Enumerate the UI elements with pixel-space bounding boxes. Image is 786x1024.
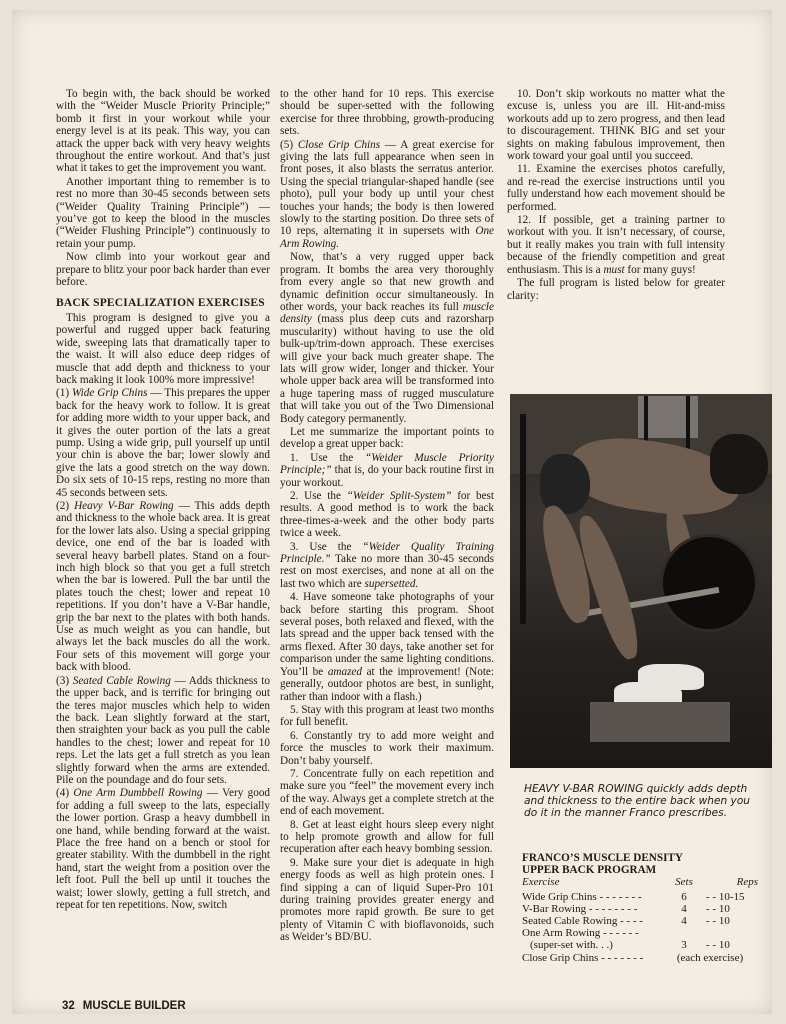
paragraph [280, 251, 494, 425]
summary-point [280, 490, 494, 540]
summary-point [507, 214, 725, 276]
exercise-text: — A great exercise for giving the lats full appearance when seen in front poses, it also blasts the serratus anterior. Using the special triangular-shaped handle (see photo), pull your body up until your chest touches your hands; the body is then lowered slowly to the starting position. Do three sets of 10 reps, alternating it in supersets with [280, 138, 495, 238]
text: at the improvement! (Note: generally, outdoor photos are best, in sunlight, rather than indoor with a flash.) [280, 665, 495, 703]
text: for best results. A good method is to work the back three-times-a-week and the other body parts twice a week. [280, 490, 495, 540]
program-subtitle: UPPER BACK PROGRAM [522, 864, 657, 877]
column-2 [280, 88, 494, 945]
program-table [522, 852, 758, 964]
exercise-text: — This adds depth and thickness to the whole back area. It is great for the lower lats also. Using a special gripping device, one end of the bar is loaded with several heavy barbell plates. Stand on a four-inch high block so that you get a full stretch when the bar is lowered. Pull the bar until the plates touch the chest; lower and repeat 10 repetitions. If you don’t have a V-Bar handle, grip the bar next to the plates with both hands. Use as much weight as you can handle, but always let the back muscles do all the work. Four sets of this movement will gorge your back with blood. [56, 500, 270, 674]
summary-point [280, 591, 494, 703]
text: for many guys! [627, 263, 696, 276]
cell-reps: - - 10-15 [706, 890, 745, 903]
cell-exercise: (super-set with. . .) [530, 939, 613, 952]
paragraph: Let me summarize the important points to develop a great upper back: [280, 425, 494, 451]
exercise-number: (5) [280, 138, 294, 151]
wooden-block [590, 702, 730, 742]
table-header [522, 876, 758, 890]
summary-point: 6. Constantly try to add more weight and force the muscles to work their maximum. Don’t baby yourself. [280, 729, 494, 767]
emphasis: supersetted. [364, 577, 419, 590]
summary-point [280, 541, 494, 591]
text: that is, do your back routine first in your workout. [280, 464, 495, 489]
text: 4. Have someone take photographs of your back before starting this program. Shoot several poses, both relaxed and flexed, with the lats spread and the upper back tensed with the arms flexed. After 30 days, take another set for comparison under the same lighting conditions. You’ll be [280, 591, 494, 678]
paragraph: The full program is listed below for greater clarity: [507, 277, 725, 302]
cell-reps: - - 10 [706, 939, 730, 952]
exercise-name: Heavy V-Bar Rowing [74, 500, 174, 512]
exercise-paragraph [56, 500, 270, 674]
summary-point: 8. Get at least eight hours sleep every night to help promote growth and allow for full recuperation after each heavy bombing session. [280, 818, 494, 856]
exercise-text: — This prepares the upper back for the heavy work to follow. It is great for adding more width to your upper back, and it gives the outer portion of the lats a great pump. Using a wide grip, pull yourself up until your chin is above the bar; lower slowly and give the lats a good stretch on the way down. Do six sets of 10-15 reps, resting no more than 45 seconds between sets. [56, 387, 271, 499]
summary-point: 10. Don’t skip workouts no matter what the excuse is, unless you are ill. Hit-and-miss workouts add up to zero progress, and then lead to discouragement. THINK BIG and set your sights on making fabulous improvement, then work toward your goal until you succeed. [507, 88, 725, 163]
exercise-text: — Adds thickness to the upper back, and is terrific for bringing out the teres major muscles which help to widen the back. Lean slightly forward at the start, then straighten your back as you pull the cable handles to the chest; lower and repeat for 10 reps. Let the lats get a full stretch as you lean slightly forward when the arms are extended. Pile on the poundage and do four sets. [56, 674, 271, 786]
text: Now, that’s a very rugged upper back program. It bombs the area very thoroughly from every angle so that new growth and dynamic definition occur simultaneously. In other words, your back reaches its full [280, 251, 494, 313]
emphasis: “Weider Split-System” [346, 490, 452, 502]
barbell-plate [660, 534, 758, 632]
table-row [522, 952, 758, 964]
table-row [522, 927, 758, 939]
cell-reps: - - 10 [706, 902, 730, 915]
magazine-name: MUSCLE BUILDER [82, 1000, 186, 1012]
table-row [522, 939, 758, 951]
emphasis: must [603, 263, 625, 276]
cell-exercise: Seated Cable Rowing - - - - [522, 915, 643, 928]
exercise-number: (3) [56, 674, 70, 687]
cell-sets [662, 927, 706, 939]
cell-exercise: V-Bar Rowing - - - - - - - - [522, 902, 638, 915]
column-1 [56, 88, 270, 912]
exercise-number: (2) [56, 500, 70, 512]
text: 12. If possible, get a training partner to workout with you. It isn’t necessary, of course, but it really makes you train with full intensity because of the friendly competition and great enthusiasm. This is a [507, 214, 725, 276]
exercise-name: Close Grip Chins [297, 138, 381, 151]
summary-point: 11. Examine the exercises photos carefully, and re-read the exercise instructions until you fully understand how each movement should be performed. [507, 163, 725, 213]
athlete-shorts [540, 454, 590, 514]
emphasis: amazed [327, 665, 362, 678]
cell-reps [706, 927, 758, 939]
athlete-hair [710, 434, 768, 494]
photo-caption: HEAVY V-BAR ROWING quickly adds depth and thickness to the entire back when you do it in the manner Franco prescribes. [524, 783, 751, 820]
cell-sets: (each exercise) [676, 951, 744, 964]
text: 2. Use the [290, 490, 341, 502]
emphasis: “Weider Quality Training Principle.” [280, 540, 494, 566]
page-number: 32 [62, 1000, 75, 1012]
athlete-shoe [638, 664, 704, 690]
text: Take no more than 30-45 seconds rest on most exercises, and none at all on the last two which are [280, 553, 494, 590]
exercise-name: One Arm Dumbbell Rowing [73, 787, 203, 800]
paragraph: to the other hand for 10 reps. This exercise should be super-setted with the following exercise for three throbbing, growth-producing sets. [280, 88, 494, 138]
exercise-paragraph [56, 387, 270, 499]
summary-point: 9. Make sure your diet is adequate in high energy foods as well as high protein ones. I find sipping a can of liquid Super-Pro 101 during training provides greater energy and promotes more rapid growth. Be sure to get plenty of Vitamin C with bioflavonoids, such as Weider’s BD/BU. [280, 856, 494, 944]
table-row [522, 903, 758, 915]
cell-sets: 4 [681, 902, 687, 915]
header-exercise: Exercise [522, 876, 560, 889]
text: 3. Use the [290, 540, 352, 553]
program-rows [522, 876, 758, 963]
exercise-text: — Very good for adding a full sweep to the lats, especially the lower portion. Grasp a heavy dumbbell in one hand, while bending forward at the waist. Place the free hand on a bench or stool for greater stability. With the dumbbell in the right hand, start the weight from a position over the left foot. Pull the bell up until it touches the waist; lower slowly, getting a full stretch, and repeat for ten repetitions. Now, switch [56, 787, 271, 911]
exercise-paragraph [280, 139, 494, 251]
exercise-number: (1) [56, 387, 70, 400]
header-sets: Sets [675, 876, 693, 889]
v-bar-rowing-photo [510, 394, 772, 768]
text: (mass plus deep cuts and razorsharp muscularity) without having to use the old bulk-up/trim-down approach. These exercises will give your back much greater shape. The lats will grow wider, longer and thicker. Your whole upper back area will be transformed into a huge tapering mass of rugged musculature that will take you out of the Two Dimensional Body category permanently. [280, 313, 494, 425]
paragraph: This program is designed to give you a powerful and rugged upper back featuring wide, sweeping lats that dramatically taper to the waist. It will also educe deep ridges of muscle that add depth and thickness to your back making it look 100% more impressive! [56, 311, 270, 386]
exercise-ref: One Arm Rowing. [280, 225, 495, 250]
paragraph: Another important thing to remember is to rest no more than 30-45 seconds between sets (“Weider Quality Training Principle”) — you’ve got to keep the blood in the muscles (“Weider Flushing Principle”) continuously to retain your pump. [56, 175, 270, 250]
page-footer [62, 1000, 194, 1012]
summary-point: 5. Stay with this program at least two months for full benefit. [280, 703, 494, 729]
emphasis: muscle density [280, 300, 494, 326]
emphasis: “Weider Muscle Priority Principle;” [280, 451, 494, 477]
cell-reps: - - 10 [706, 915, 730, 928]
text: 1. Use the [290, 451, 354, 464]
cell-sets: 4 [681, 915, 687, 928]
exercise-paragraph [56, 787, 270, 911]
paragraph: To begin with, the back should be worked with the “Weider Muscle Priority Principle;” bomb it first in your workout while your energy level is at its peak. This way, you can attack the upper back with very heavy weights throughout the entire workout. And that’s just what it takes to get the improvement you want. [56, 88, 270, 175]
section-heading: BACK SPECIALIZATION EXERCISES [56, 296, 265, 309]
table-row [522, 891, 758, 903]
exercise-name: Wide Grip Chins [71, 387, 148, 400]
rack-post [520, 414, 526, 624]
program-title: FRANCO’S MUSCLE DENSITY [522, 852, 683, 864]
cell-exercise: Close Grip Chins - - - - - - - [522, 951, 644, 964]
exercise-name: Seated Cable Rowing [72, 674, 171, 687]
exercise-number: (4) [56, 787, 70, 800]
header-reps: Reps [736, 876, 758, 889]
cell-sets: 6 [681, 890, 687, 903]
summary-point: 7. Concentrate fully on each repetition and make sure you “feel” the movement every inch of the way. Always get a complete stretch at the end of each movement. [280, 767, 494, 818]
cell-exercise: One Arm Rowing - - - - - - [522, 927, 639, 940]
paragraph: Now climb into your workout gear and prepare to blitz your poor back harder than ever before. [56, 251, 270, 289]
cell-exercise: Wide Grip Chins - - - - - - - [522, 890, 642, 903]
exercise-paragraph [56, 675, 270, 787]
summary-point [280, 452, 494, 489]
cell-sets: 3 [681, 939, 687, 952]
table-row [522, 915, 758, 927]
column-3 [507, 88, 725, 303]
